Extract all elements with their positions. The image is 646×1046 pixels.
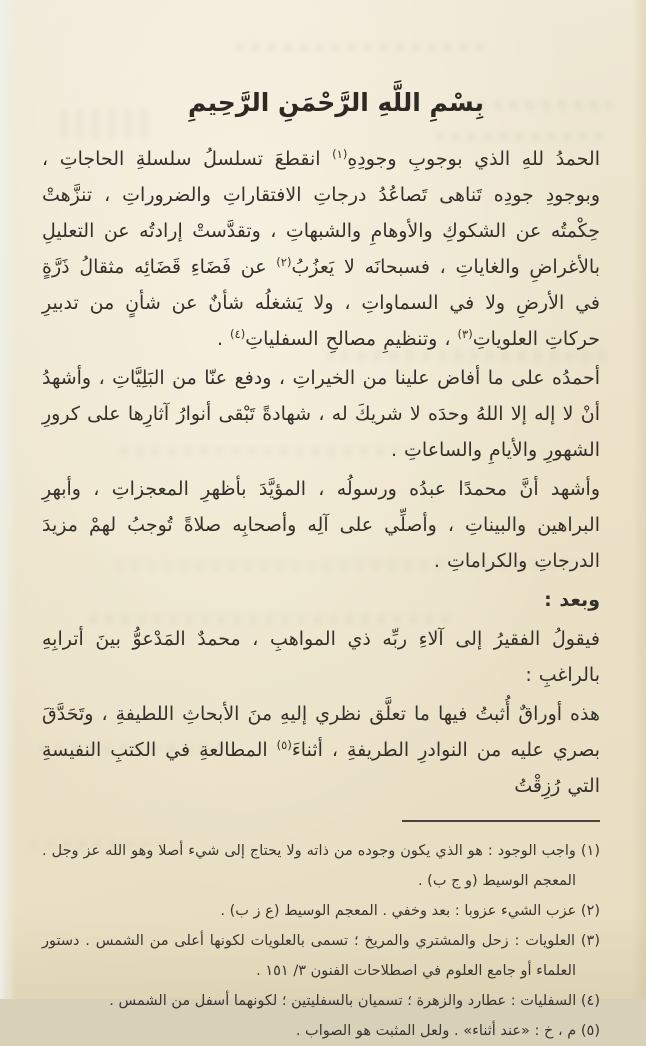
body-paragraph: فيقولُ الفقيرُ إلى آلاءِ ربِّه ذي المواهبِ ، محمدٌ المَدْعوُّ بينَ أترابِهِ بالراغبِ : [42, 628, 600, 686]
footnote-number: (٥) [580, 1023, 600, 1039]
body-paragraphs [42, 141, 600, 804]
footnote-number: (٢) [580, 903, 600, 919]
page-content [42, 88, 600, 1046]
body-paragraph: وبعد : [544, 589, 600, 611]
footnote: (٢) عزب الشيء عزوبا : بعد وخفي . المعجم الوسيط (ع ز ب) . [220, 903, 600, 919]
basmala-heading: بِسْمِ اللَّهِ الرَّحْمَنِ الرَّحِيمِ [188, 88, 484, 117]
body-paragraph: هذه أوراقٌ أُثبتُ فيها ما تعلَّق نظري إليهِ منَ الأبحاثِ اللطيفةِ ، وتَحَدَّقَ بصري عليه من النوادرِ الطريفةِ ، أثناءَ$^{(٥)}$ المطالعةِ في الكتبِ النفيسةِ التي رُزِقْتُ [42, 703, 600, 797]
footnote-separator-rule [402, 820, 600, 822]
bleedthrough-smudge [236, 42, 486, 52]
footnote-marker: (٥) [276, 738, 292, 752]
footnote-marker: (١) [332, 147, 348, 161]
body-paragraph: أحمدُه على ما أفاض علينا من الخيراتِ ، ودفع عنّا من البَلِيَّاتِ ، وأشهدُ أنْ لا إله إلا اللهُ وحدَه لا شريكَ له ، شهادةً تَبْقى أنوارُ آثارِها على كرورِ الشهورِ والأيامِ والساعاتِ . [42, 367, 600, 461]
body-paragraph: وأشهد أنَّ محمدًا عبدُه ورسولُه ، المؤيَّدَ بأظهرِ المعجزاتِ ، وأبهرِ البراهين والبيناتِ ، وأصلِّي على آلِه وأصحابِه صلاةً تُوجبُ لهمْ مزيدَ الدرجاتِ والكراماتِ . [42, 478, 600, 572]
footnote-marker: (٤) [230, 327, 246, 341]
footnotes-section [42, 836, 600, 1046]
body-paragraph: الحمدُ للهِ الذي بوجوبِ وجودِهِ$^{(١)}$ انقطعَ تسلسلُ سلسلةِ الحاجاتِ ، وبوجودِ جودِه تَناهى تَصاعُدُ درجاتِ الافتقاراتِ والضروراتِ ، تنزَّهتْ حِكْمتُه عن الشكوكِ والأوهامِ والشبهاتِ ، وتقدَّستْ إرادتُه عن التعليلِ بالأغراضِ والغاياتِ ، فسبحانَه لا يَعزُبُ$^{(٢)}$ عن فَضَاءِ قَضَائِه مثقالُ ذَرَّةٍ في الأرضِ ولا في السماواتِ ، ولا يَشغلُه شأنٌ عن شأنٍ من تدبيرِ حركاتِ العلوياتِ$^{(٣)}$ ، وتنظيمِ مصالحِ السفلياتِ$^{(٤)}$ . [42, 147, 600, 350]
footnote: (١) واجب الوجود : هو الذي يكون وجوده من ذاته ولا يحتاج إلى شيء أصلا وهو الله عز وجل . المعجم الوسيط (و ج ب) . [42, 843, 600, 889]
footnote-marker: (٢) [276, 255, 292, 269]
footnote-marker: (٣) [457, 327, 473, 341]
footnote: (٤) السفليات : عطارد والزهرة ؛ تسميان بالسفليتين ؛ لكونهما أسفل من الشمس . [109, 993, 600, 1009]
footnote: (٥) م ، خ : «عند أثناء» . ولعل المثبت هو الصواب . [295, 1023, 600, 1039]
footnote-number: (١) [580, 843, 600, 859]
footnote: (٣) العلويات : زحل والمشتري والمريخ ؛ تسمى بالعلويات لكونها أعلى من الشمس . دستور العلماء أو جامع العلوم في اصطلاحات الفنون ٣/ ١٥١ . [42, 933, 600, 979]
footnote-number: (٤) [580, 993, 600, 1009]
footnote-number: (٣) [580, 933, 600, 949]
